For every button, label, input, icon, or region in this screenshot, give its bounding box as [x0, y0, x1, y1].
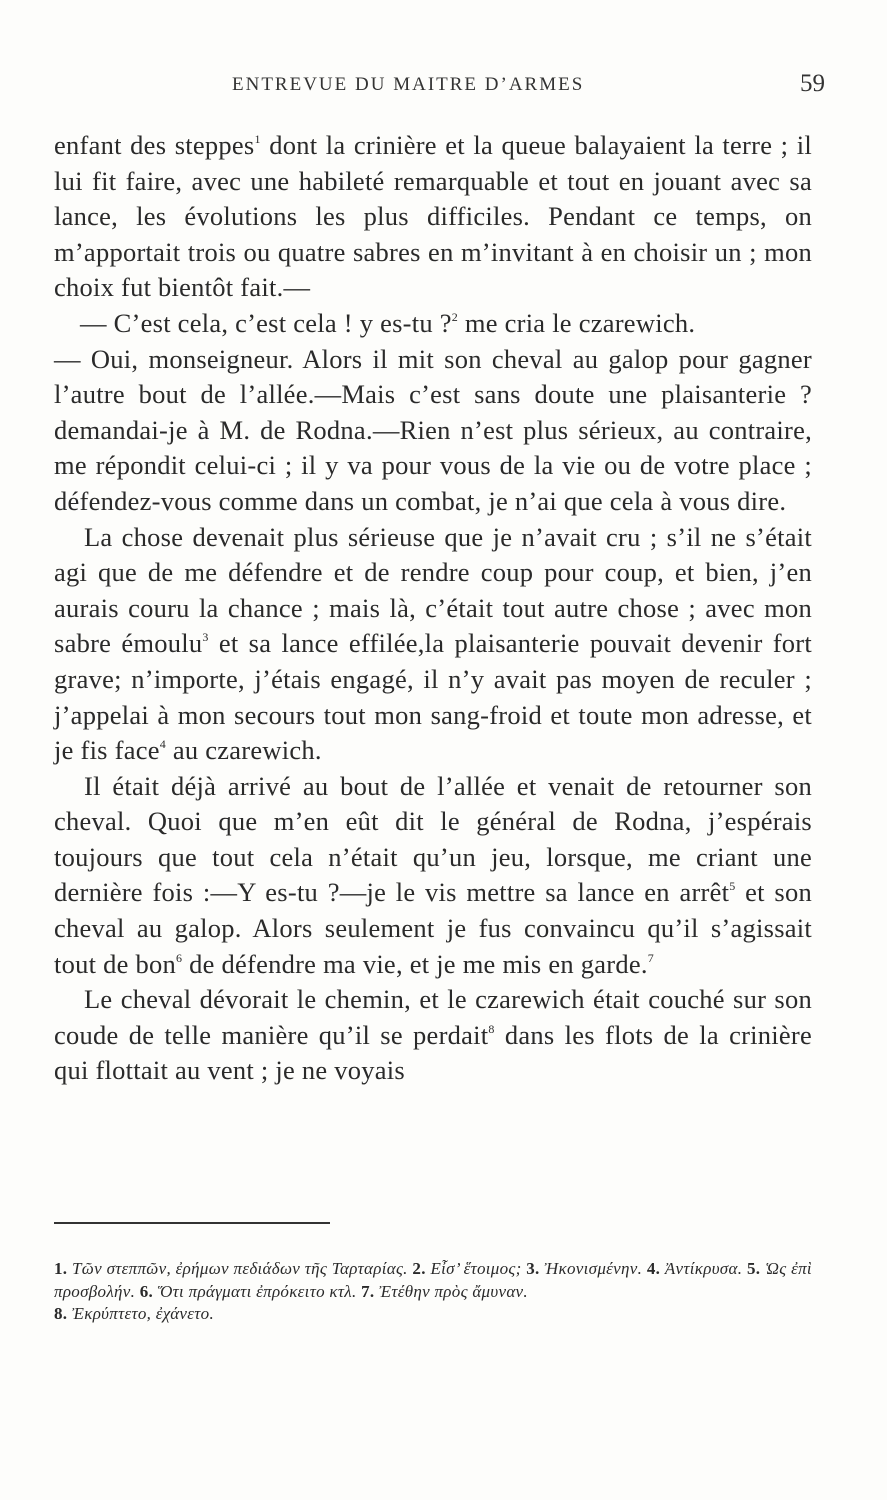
text-span: Il était déjà arrivé au bout de l’allée et venait de retourner son cheval. Quoi que m’en eût dit le général de Rodna, j’espérais toujours que tout cela n’était qu’un jeu, lorsque, me criant une dernière fois :—Y es-tu ?—je le vis mettre sa lance en arrêt [54, 770, 812, 908]
text-span: — C’est cela, c’est cela ! y es-tu ? [80, 307, 452, 338]
footnotes [54, 1258, 812, 1326]
body-text [54, 128, 812, 1089]
text-span: dont la crinière et la queue balayaient la terre ; il lui fit faire, avec une habileté remarquable et tout en jouant avec sa lance, les évolutions les plus difficiles. Pendant ce temps, on m’apportait trois ou quatre sabres en m’invitant à en choisir un ; mon choix fut bientôt fait.— [54, 130, 812, 303]
text-span: au czarewich. [166, 735, 322, 766]
paragraph-4 [54, 520, 812, 769]
text-span: La chose devenait plus sérieuse que je n’avait cru ; s’il ne s’était agi que de me défendre et de rendre coup pour coup, et bien, j’en aurais couru la chance ; mais là, c’était tout autre chose ; avec mon sabre émoulu [54, 521, 812, 659]
footnote-text: Ὅτι πράγματι ἐπρόκειτο κτλ. [157, 1281, 357, 1301]
text-span: Le cheval dévorait le chemin, et le czarewich était couché sur son coude de telle manière qu’il se perdait [54, 984, 812, 1050]
footnote-number: 1. [54, 1259, 68, 1278]
footnote-number: 8. [54, 1304, 68, 1323]
footnote-number: 6. [139, 1281, 154, 1301]
footnote-text: Ἀντίκρυσα. [664, 1259, 743, 1278]
footnote-ref: 1 [254, 132, 261, 146]
text-span: et sa lance effilée,la plaisanterie pouvait devenir fort grave; n’importe, j’étais engagé, il n’y avait pas moyen de reculer ; j’appelai à mon secours tout mon sang-froid et toute mon adresse, et je fis face [54, 628, 812, 766]
paragraph-6 [54, 982, 812, 1089]
footnote-ref: 6 [176, 950, 183, 965]
paragraph-1 [54, 128, 812, 306]
running-head: ENTREVUE DU MAITRE D’ARMES [232, 74, 585, 95]
footnote-text: Ἐτέθην πρὸς ἄμυναν. [378, 1281, 528, 1301]
footnote-number: 7. [361, 1281, 375, 1301]
footnote-block [54, 1258, 812, 1326]
text-span: de défendre ma vie, et je me mis en garde. [182, 948, 648, 979]
footnote-number: 4. [646, 1259, 661, 1278]
page-number: 59 [800, 70, 825, 97]
footnote-ref: 2 [451, 309, 458, 324]
text-span: dans les flots de la crinière qui flottait au vent ; je ne voyais [54, 1019, 813, 1086]
footnote-number: 5. [746, 1259, 761, 1278]
footnote-text: Τῶν στεππῶν, ἐρήμων πεδιάδων τῆς Ταρταρίας. [72, 1259, 408, 1278]
footnote-text: Ἠκονισμένην. [544, 1259, 643, 1278]
text-span: et son cheval au galop. Alors seulement je fus convaincu qu’il s’agissait tout de bon [54, 877, 812, 979]
paragraph-5 [54, 769, 812, 983]
paragraph-2 [54, 306, 812, 342]
footnote-ref: 3 [202, 630, 209, 645]
footnote-text: Ἐκρύπτετο, ἐχάνετο. [71, 1304, 214, 1323]
page-header [54, 70, 825, 104]
footnote-text: Εἶσ’ ἕτοιμος; [430, 1259, 522, 1278]
footnote-ref: 8 [488, 1021, 495, 1036]
text-span: me cria le czarewich. [457, 307, 696, 338]
footnote-text: Ὡς ἐπὶ προσβολήν. [54, 1259, 812, 1301]
text-span: enfant des steppes [54, 130, 255, 160]
footnote-number: 3. [526, 1259, 540, 1278]
footnote-ref: 5 [729, 879, 736, 894]
footnote-ref: 4 [159, 737, 166, 752]
text-span: — Oui, monseigneur. Alors il mit son cheval au galop pour gagner l’autre bout de l’allée.—Mais c’est sans doute une plaisanterie ? demandai-je à M. de Rodna.—Rien n’est plus sérieux, au contraire, me répondit celui-ci ; il y va pour vous de la vie ou de votre place ; défendez-vous comme dans un combat, je n’ai que cela à vous dire. [54, 343, 812, 516]
paragraph-3 [54, 342, 812, 520]
footnote-divider [54, 1222, 330, 1224]
footnote-number: 2. [412, 1259, 426, 1278]
footnote-ref: 7 [647, 950, 654, 965]
